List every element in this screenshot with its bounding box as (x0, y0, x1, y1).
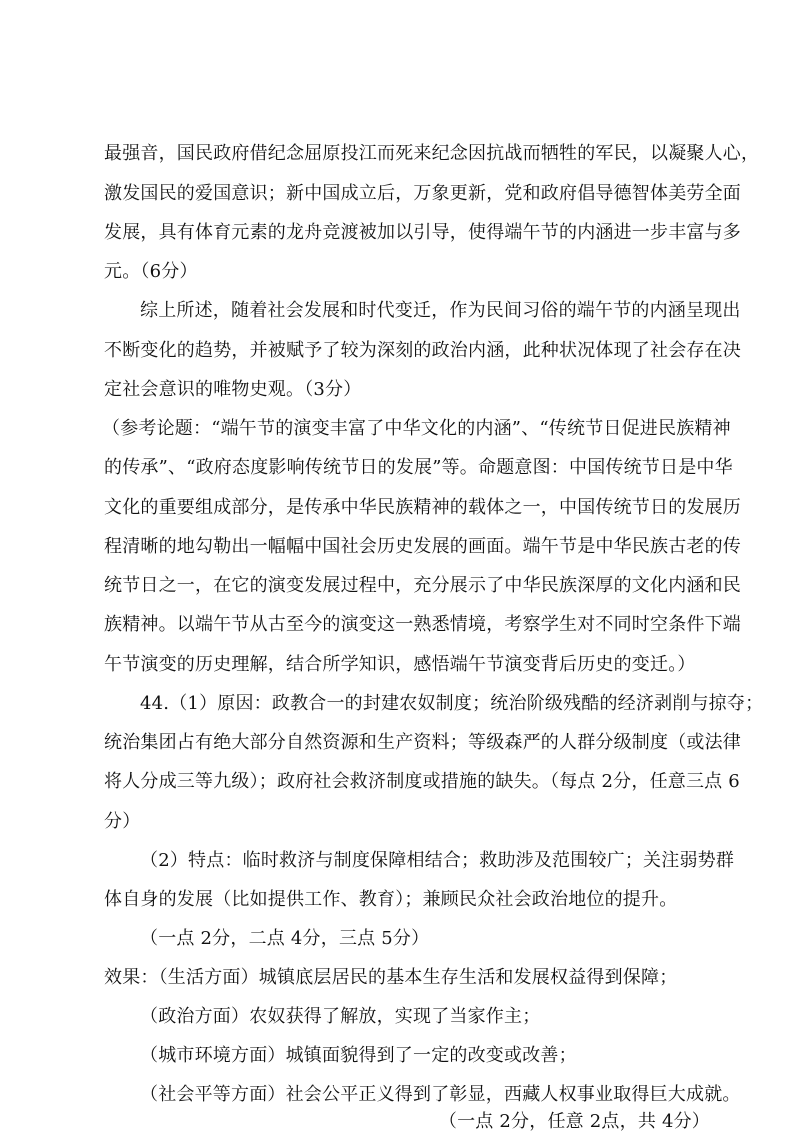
text-line: 统节日之一，在它的演变发展过程中，充分展示了中华民族深厚的文化内涵和民 (104, 575, 741, 596)
text-line: （政治方面）农奴获得了解放，实现了当家作主； (140, 1006, 541, 1027)
text-line: 族精神。以端午节从古至今的演变这一熟悉情境，考察学生对不同时空条件下端 (104, 614, 741, 635)
text-line: 不断变化的趋势，并被赋予了较为深刻的政治内涵，此种状况体现了社会存在决 (104, 340, 741, 361)
text-line: 激发国民的爱国意识；新中国成立后，万象更新，党和政府倡导德智体美劳全面 (104, 183, 741, 204)
text-line: （2）特点：临时救济与制度保障相结合；救助涉及范围较广；关注弱势群 (140, 850, 735, 871)
text-line: （参考论题：“端午节的演变丰富了中华文化的内涵”、“传统节日促进民族精神 (102, 418, 731, 439)
text-line: 将人分成三等九级）；政府社会救济制度或措施的缺失。（每点 2分，任意三点 6 (104, 771, 740, 792)
text-line: 最强音，国民政府借纪念屈原投江而死来纪念因抗战而牺牲的军民，以凝聚人心， (104, 143, 760, 164)
text-line: （城市环境方面）城镇面貌得到了一定的改变或改善； (140, 1045, 577, 1066)
text-line: 程清晰的地勾勒出一幅幅中国社会历史发展的画面。端午节是中华民族古老的传 (104, 536, 741, 557)
text-line: 44.（1）原因：政教合一的封建农奴制度；统治阶级残酷的经济剥削与掠夺； (140, 693, 764, 714)
text-line: （一点 2分，二点 4分，三点 5分） (140, 928, 430, 949)
text-line: 午节演变的历史理解，结合所学知识，感悟端午节演变背后历史的变迁。） (104, 654, 696, 675)
text-line: 定社会意识的唯物史观。（3分） (104, 379, 362, 400)
text-line: 效果：（生活方面）城镇底层居民的基本生存生活和发展权益得到保障； (104, 967, 678, 988)
text-line: 统治集团占有绝大部分自然资源和生产资料；等级森严的人群分级制度（或法律 (104, 732, 741, 753)
text-line: 分） (104, 811, 141, 832)
text-line: 元。（6分） (104, 261, 198, 282)
text-line: 文化的重要组成部分，是传承中华民族精神的载体之一，中国传统节日的发展历 (104, 497, 741, 518)
text-line: 体自身的发展（比如提供工作、教育）；兼顾民众社会政治地位的提升。 (104, 889, 678, 910)
text-line: 的传承”、“政府态度影响传统节日的发展”等。命题意图：中国传统节日是中华 (104, 457, 733, 478)
score-note: （一点 2分，任意 2点，共 4分） (438, 1111, 710, 1132)
text-line: （社会平等方面）社会公平正义得到了彰显，西藏人权事业取得巨大成就。 (140, 1084, 741, 1105)
text-line: 发展，具有体育元素的龙舟竞渡被加以引导，使得端午节的内涵进一步丰富与多 (104, 222, 741, 243)
text-line: 综上所述，随着社会发展和时代变迁，作为民间习俗的端午节的内涵呈现出 (140, 300, 741, 321)
